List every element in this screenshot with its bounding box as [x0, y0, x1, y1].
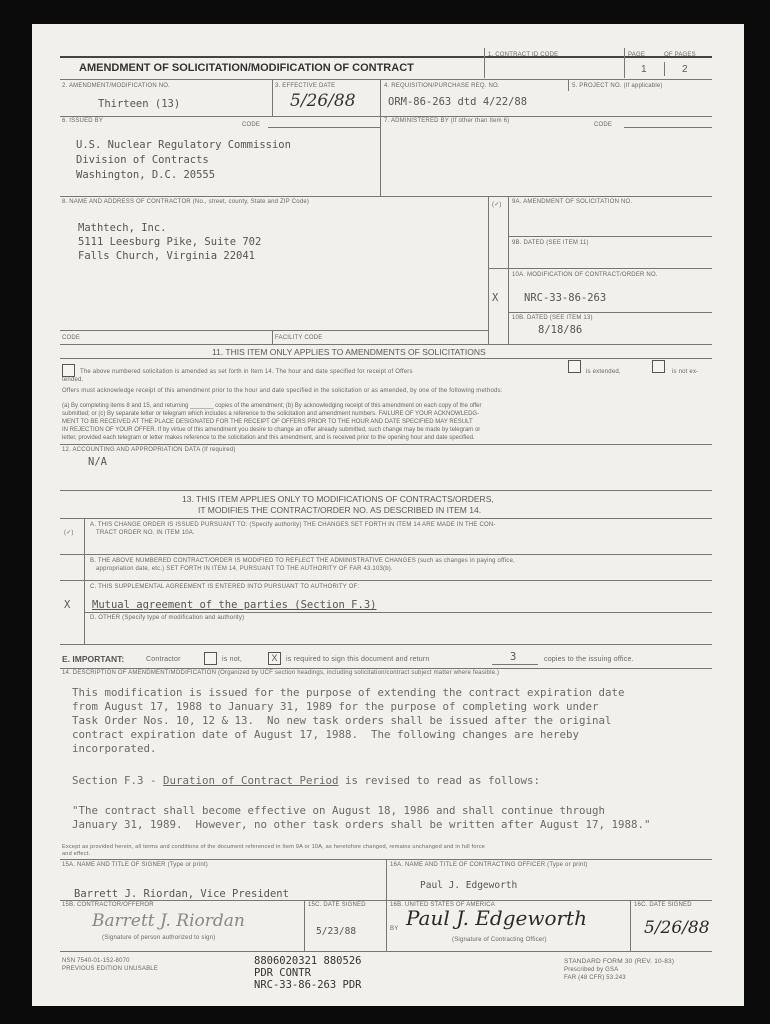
not-extended-label: is not ex-	[672, 369, 699, 375]
item11-para-0: Offers must acknowledge receipt of this amendment prior to the hour and date specified in the solicitation or as amended, by one of the following methods:	[62, 388, 503, 394]
divider	[630, 900, 631, 951]
rule	[508, 312, 712, 313]
item6-label: 6. ISSUED BY	[62, 118, 104, 124]
important-label: E. IMPORTANT:	[62, 654, 125, 664]
divider	[568, 79, 569, 91]
divider	[664, 62, 665, 76]
divider	[624, 48, 625, 78]
item15b-label: 15B. CONTRACTOR/OFFEROR	[62, 902, 154, 908]
item15a-label: 15A. NAME AND TITLE OF SIGNER (Type or print)	[62, 862, 208, 868]
rule	[60, 668, 712, 669]
item14-label: 14. DESCRIPTION OF AMENDMENT/MODIFICATION (Organized by UCF section headings, including solicitation/contract subject matter where feasible.)	[62, 670, 500, 676]
is-not-checkbox[interactable]	[204, 652, 217, 665]
rule	[268, 127, 380, 128]
item12-label: 12. ACCOUNTING AND APPROPRIATION DATA (If required)	[62, 447, 236, 453]
item6-code-label: CODE	[242, 122, 261, 128]
item2-label: 2. AMENDMENT/MODIFICATION NO.	[62, 83, 171, 89]
item10b-value: 8/18/86	[538, 324, 583, 336]
contractor-line-1: Mathtech, Inc.	[78, 222, 167, 234]
item7-label: 7. ADMINISTERED BY (If other than Item 6)	[384, 118, 510, 124]
is-not-label: is not,	[222, 656, 243, 663]
divider	[386, 859, 387, 951]
item16b-by: BY	[390, 926, 399, 932]
top-rule	[60, 56, 712, 58]
rule	[60, 554, 712, 555]
item13-d-line1: D. OTHER (Specify type of modification and authority)	[90, 615, 245, 621]
section-suffix: is revised to read as follows:	[338, 774, 541, 787]
item13-heading-1: 13. THIS ITEM APPLIES ONLY TO MODIFICATIONS OF CONTRACTS/ORDERS,	[182, 494, 494, 504]
rule	[60, 900, 712, 901]
rule	[60, 518, 712, 519]
item14-para1-2: Task Order Nos. 10, 12 & 13. No new task orders shall be issued after the original	[72, 714, 612, 727]
contractor-signature: Barrett J. Riordan	[92, 911, 245, 931]
stamp-line-1: 8806020321 880526	[254, 955, 362, 967]
item13-a-line1: A. THIS CHANGE ORDER IS ISSUED PURSUANT TO: (Specify authority) THE CHANGES SET FORTH IN ITEM 14 ARE MADE IN THE CON-	[90, 522, 496, 528]
item8-facility-label: FACILITY CODE	[275, 335, 323, 341]
previous-edition-note: PREVIOUS EDITION UNUSABLE	[62, 966, 159, 972]
tended-label: tended.	[62, 377, 84, 383]
nsn-number: NSN 7540-01-152-8070	[62, 958, 130, 964]
contractor-line-3: Falls Church, Virginia 22041	[78, 250, 256, 262]
standard-form-label: STANDARD FORM 30 (REV. 10-83)	[564, 958, 675, 965]
item14-para1-4: incorporated.	[72, 742, 157, 755]
rule	[60, 116, 712, 117]
item13-c-mark: X	[64, 599, 71, 611]
item12-value: N/A	[88, 456, 107, 468]
item11-para-1: (a) By completing items 8 and 15, and returning _______ copies of the amendment; (b) By acknowledging receipt of this amendment on each copy of the offer	[62, 403, 482, 409]
divider	[304, 900, 305, 951]
item11-para-5: letter, provided each telegram or letter makes reference to the solicitation and this amendment, and is received prior to the opening hour and date specified.	[62, 435, 475, 441]
item11-para-2: submitted; or (c) By separate letter or telegram which includes a reference to the solicitation and amendment numbers. FAILURE OF YOUR ACKNOWLEDG-	[62, 411, 480, 417]
except-line-2: and effect.	[62, 851, 91, 857]
rule	[508, 236, 712, 237]
item15b-sub: (Signature of person authorized to sign)	[102, 935, 216, 941]
not-extended-checkbox[interactable]	[652, 360, 665, 373]
copies-count: 3	[510, 651, 517, 663]
item2-value: Thirteen (13)	[98, 98, 181, 110]
item16b-label: 16B. UNITED STATES OF AMERICA	[390, 902, 495, 908]
item11-para-3: MENT TO BE RECEIVED AT THE PLACE DESIGNATED FOR THE RECEIPT OF OFFERS PRIOR TO THE HOUR AND DATE SPECIFIED MAY RESULT	[62, 419, 473, 425]
rule	[60, 344, 712, 345]
item8-code-label: CODE	[62, 335, 81, 341]
copies-tail: copies to the issuing office.	[544, 656, 634, 663]
contractor-line-2: 5111 Leesburg Pike, Suite 702	[78, 236, 262, 248]
item16c-label: 16C. DATE SIGNED	[634, 902, 692, 908]
item4-label: 4. REQUISITION/PURCHASE REQ. NO.	[384, 83, 500, 89]
contractor-label: Contractor	[146, 656, 181, 663]
is-extended-checkbox[interactable]	[568, 360, 581, 373]
item15c-value: 5/23/88	[316, 926, 357, 937]
item13-b-line1: B. THE ABOVE NUMBERED CONTRACT/ORDER IS MODIFIED TO REFLECT THE ADMINISTRATIVE CHANGES (such as changes in paying office,	[90, 558, 515, 564]
item14-para2-1: January 31, 1989. However, no other task orders shall be written after August 17, 1988."	[72, 818, 651, 831]
rule	[60, 951, 712, 952]
item13-a-line2: TRACT ORDER NO. IN ITEM 10A.	[96, 530, 195, 536]
rule	[60, 490, 712, 491]
form-title: AMENDMENT OF SOLICITATION/MODIFICATION OF CONTRACT	[79, 62, 414, 74]
item8-label: 8. NAME AND ADDRESS OF CONTRACTOR (No., street, county, State and ZIP Code)	[62, 199, 310, 205]
is-required-label: is required to sign this document and return	[286, 656, 430, 663]
stamp-line-2: PDR CONTR	[254, 967, 311, 979]
item10b-label: 10B. DATED (SEE ITEM 13)	[512, 315, 593, 321]
issuer-line-2: Division of Contracts	[76, 154, 209, 166]
rule	[60, 644, 712, 645]
item8-check-header: (✓)	[492, 202, 502, 208]
item10a-mark: X	[492, 292, 499, 304]
divider	[508, 196, 509, 344]
divider	[380, 79, 381, 116]
item16b-sub: (Signature of Contracting Officer)	[452, 937, 547, 943]
divider	[484, 48, 485, 78]
item14-para2-0: "The contract shall become effective on August 18, 1986 and shall continue through	[72, 804, 606, 817]
prescribed-by: Prescribed by GSA	[564, 967, 619, 973]
item11-checkbox[interactable]	[62, 364, 75, 377]
page-number: 1	[641, 64, 647, 75]
item11-heading: 11. THIS ITEM ONLY APPLIES TO AMENDMENTS OF SOLICITATIONS	[212, 347, 486, 357]
item11-para-4: IN REJECTION OF YOUR OFFER. If by virtue of this amendment you desire to change an offer already submitted, such change may be made by telegram or	[62, 427, 481, 433]
item15a-value: Barrett J. Riordan, Vice President	[74, 888, 289, 900]
item4-value: ORM-86-263 dtd 4/22/88	[388, 96, 528, 108]
item13-check-header: (✓)	[64, 530, 74, 536]
is-extended-label: is extended,	[586, 369, 621, 375]
issuer-line-1: U.S. Nuclear Regulatory Commission	[76, 139, 291, 151]
section-title: Duration of Contract Period	[163, 774, 339, 787]
rule	[492, 664, 538, 665]
item16a-value: Paul J. Edgeworth	[420, 880, 518, 891]
rule	[624, 127, 712, 128]
item14-para1-1: from August 17, 1988 to January 31, 1989 for the purpose of completing work under	[72, 700, 599, 713]
divider	[272, 330, 273, 344]
rule	[60, 444, 712, 445]
form-page	[32, 24, 744, 1006]
rule	[60, 330, 488, 331]
is-required-checkbox[interactable]: X	[268, 652, 281, 665]
item10a-value: NRC-33-86-263	[524, 292, 607, 304]
item9a-label: 9A. AMENDMENT OF SOLICITATION NO.	[512, 199, 633, 205]
except-line-1: Except as provided herein, all terms and conditions of the document referenced in Item 9A or 10A, as heretofore changed, remains unchanged and in full force	[62, 844, 485, 850]
contract-id-label: 1. CONTRACT ID CODE	[488, 52, 559, 58]
item14-para1-0: This modification is issued for the purpose of extending the contract expiration date	[72, 686, 625, 699]
divider	[488, 196, 489, 344]
rule	[60, 196, 712, 197]
item13-c-value: Mutual agreement of the parties (Section F.3)	[92, 599, 377, 611]
item10a-label: 10A. MODIFICATION OF CONTRACT/ORDER NO.	[512, 272, 658, 278]
pages-total: 2	[682, 64, 688, 75]
item3-label: 3. EFFECTIVE DATE	[275, 83, 336, 89]
item9b-label: 9B. DATED (SEE ITEM 11)	[512, 240, 589, 246]
section-prefix: Section F.3 -	[72, 774, 164, 787]
item13-b-line2: appropriation date, etc.) SET FORTH IN ITEM 14, PURSUANT TO THE AUTHORITY OF FAR 43.103(b).	[96, 566, 393, 572]
item13-heading-2: IT MODIFIES THE CONTRACT/ORDER NO. AS DESCRIBED IN ITEM 14.	[198, 505, 482, 515]
item7-code-label: CODE	[594, 122, 613, 128]
rule	[60, 358, 712, 359]
rule	[60, 580, 712, 581]
of-pages-label: OF PAGES	[664, 52, 696, 58]
item13-c-line1: C. THIS SUPPLEMENTAL AGREEMENT IS ENTERED INTO PURSUANT TO AUTHORITY OF:	[90, 584, 360, 590]
stamp-line-3: NRC-33-86-263 PDR	[254, 979, 362, 991]
divider	[84, 518, 85, 644]
far-reference: FAR (48 CFR) 53.243	[564, 975, 626, 981]
item3-value: 5/26/88	[290, 91, 356, 111]
rule	[60, 79, 712, 80]
item14-para1-3: contract expiration date of August 17, 1988. The following changes are hereby	[72, 728, 580, 741]
item14-section-line	[72, 774, 540, 789]
divider	[380, 116, 381, 196]
page-label: PAGE	[628, 52, 646, 58]
issuer-line-3: Washington, D.C. 20555	[76, 169, 216, 181]
item15c-label: 15C. DATE SIGNED	[308, 902, 366, 908]
item16a-label: 16A. NAME AND TITLE OF CONTRACTING OFFICER (Type or print)	[390, 862, 588, 868]
item11-line1: The above numbered solicitation is amended as set forth in Item 14. The hour and date specified for receipt of Offers	[80, 369, 413, 375]
rule	[84, 612, 712, 613]
item5-label: 5. PROJECT NO. (If applicable)	[572, 83, 663, 89]
divider	[272, 79, 273, 116]
officer-signature: Paul J. Edgeworth	[406, 906, 587, 930]
item16c-value: 5/26/88	[644, 918, 710, 938]
rule	[488, 268, 712, 269]
